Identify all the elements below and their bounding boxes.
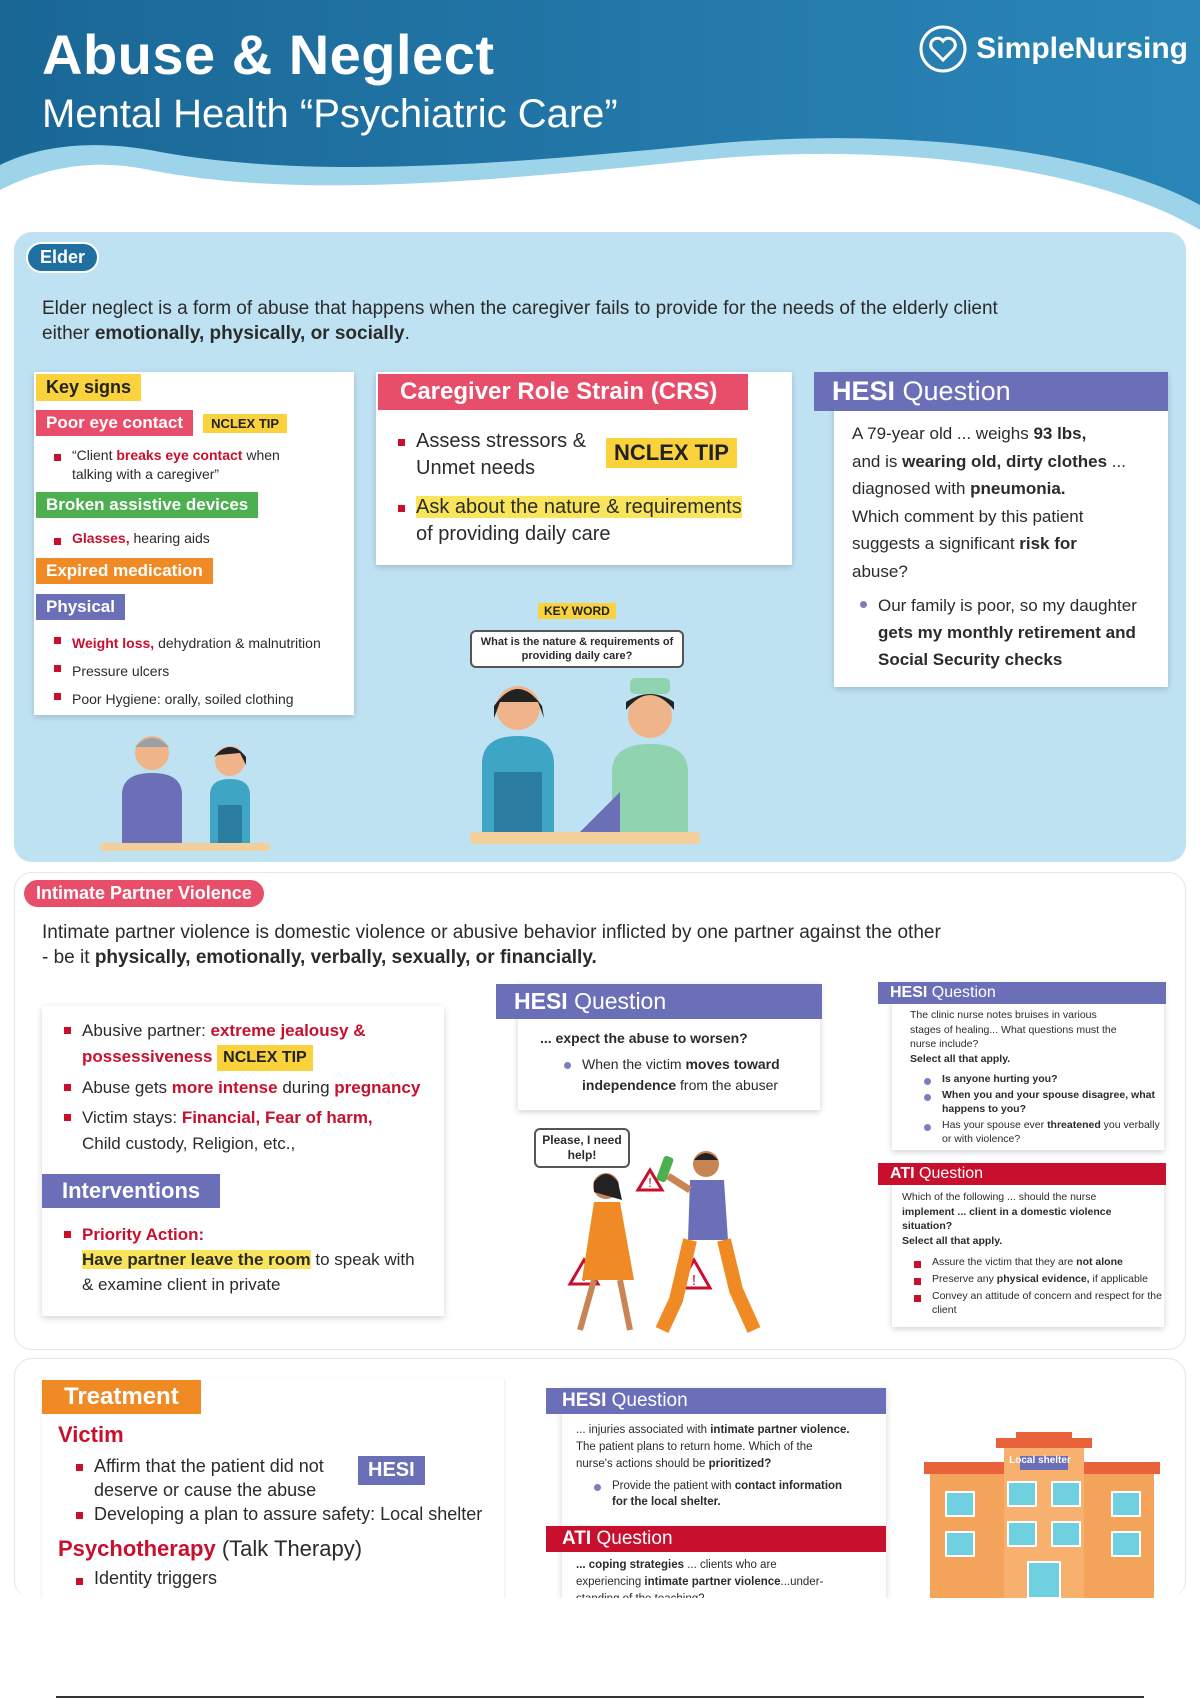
- ati-treatment-title: ATI Question: [546, 1526, 886, 1552]
- eye-contact-list: [50, 446, 340, 484]
- interventions-title: Interventions: [42, 1174, 220, 1208]
- hesi-ipv1-answer: [560, 1054, 820, 1096]
- brand-name: SimpleNursing: [976, 32, 1188, 65]
- crs-item: Assess stressors & Unmet needs: [394, 428, 784, 482]
- hesi-treatment-question: ... injuries associated with intimate partner violence. The patient plans to return home. Which of the nurse's actions should be prioritized?: [576, 1424, 850, 1470]
- poor-eye-row: [36, 410, 287, 436]
- hesi-ipv2-title: HESI Question: [878, 982, 1166, 1004]
- elder-tag: Elder: [26, 242, 99, 273]
- ati-ipv-title: ATI Question: [878, 1163, 1166, 1185]
- expired-medication-tag: Expired medication: [36, 558, 213, 584]
- elder-intro-line1: Elder neglect is a form of abuse that happens when the caregiver fails to provide for the needs of the elderly client: [42, 298, 998, 319]
- ati-ipv-question: Which of the following ... should the nurse implement ... client in a domestic violence situation? Select all that apply.: [902, 1191, 1112, 1247]
- ipv-couple-illustration: [550, 1130, 780, 1340]
- bottom-divider: [56, 1696, 1144, 1698]
- hesi-ipv1-question: ... expect the abuse to worsen?: [540, 1030, 748, 1046]
- hesi-treatment-answer-item: Provide the patient with contact information for the local shelter.: [590, 1478, 880, 1510]
- interventions-list: [60, 1222, 440, 1297]
- caregiver-nurse-illustration: [460, 672, 710, 847]
- hesi-treatment-title: HESI Question: [546, 1388, 886, 1414]
- psychotherapy-heading: Psychotherapy (Talk Therapy): [58, 1536, 363, 1561]
- hesi-ipv2-option: When you and your spouse disagree, what happens to you?: [920, 1088, 1164, 1116]
- victim-item: Developing a plan to assure safety: Local shelter: [72, 1502, 502, 1526]
- page-subtitle: Mental Health “Psychiatric Care”: [42, 92, 618, 136]
- ipv-intro: [42, 920, 1162, 970]
- hesi-elder-answer: [856, 592, 1166, 673]
- hesi-ipv2-option: Has your spouse ever threatened you verbally or with violence?: [920, 1118, 1164, 1146]
- ipv-nclex-tip-badge: NCLEX TIP: [217, 1045, 313, 1071]
- priority-action-item: Priority Action: Have partner leave the room to speak with & examine client in private: [60, 1222, 440, 1297]
- key-signs-content: [36, 374, 141, 401]
- physical-item: Pressure ulcers: [50, 657, 321, 685]
- victim-heading: Victim: [58, 1422, 124, 1447]
- crs-nclex-tip-badge: NCLEX TIP: [606, 438, 737, 468]
- psychotherapy-item: Identity triggers: [72, 1568, 217, 1589]
- elder-caregiver-illustration: [100, 725, 280, 855]
- ipv-speech-bubble: Please, I need help!: [534, 1128, 630, 1168]
- ipv-tag: Intimate Partner Violence: [24, 880, 264, 907]
- ipv-item: Victim stays: Financial, Fear of harm, Child custody, Religion, etc.,: [60, 1105, 440, 1157]
- ati-ipv-option: Assure the victim that they are not alone: [910, 1255, 1164, 1269]
- victim-list: [72, 1454, 502, 1526]
- elder-intro-line2: either emotionally, physically, or socially.: [42, 323, 410, 344]
- ati-ipv-options: [910, 1255, 1164, 1317]
- physical-tag: Physical: [36, 594, 125, 620]
- local-shelter-building: [924, 1428, 1160, 1598]
- key-signs-title: Key signs: [36, 374, 141, 401]
- ipv-intro-line1: Intimate partner violence is domestic violence or abusive behavior inflicted by one partner against the other: [42, 922, 941, 943]
- crs-item: Ask about the nature & requirements of providing daily care: [394, 494, 784, 548]
- heart-logo-icon: [918, 24, 968, 74]
- victim-item: Affirm that the patient did not deserve or cause the abuse: [72, 1454, 502, 1502]
- ati-ipv-option: Preserve any physical evidence, if applicable: [910, 1272, 1164, 1286]
- eye-contact-item: “Client breaks eye contact when talking with a caregiver”: [50, 446, 340, 484]
- crs-speech-bubble: What is the nature & requirements of providing daily care?: [470, 630, 684, 668]
- treatment-title: Treatment: [42, 1380, 201, 1414]
- devices-item: Glasses, hearing aids: [50, 530, 210, 546]
- hesi-ipv1-title: HESI Question: [496, 984, 822, 1019]
- hesi-elder-question: A 79-year old ... weighs 93 lbs, and is wearing old, dirty clothes ... diagnosed with pneumonia. Which comment by this patient suggests a significant risk for abuse?: [852, 424, 1126, 581]
- keyword-badge: KEY WORD: [538, 603, 616, 619]
- broken-devices-tag: Broken assistive devices: [36, 492, 258, 518]
- physical-item: Weight loss, dehydration & malnutrition: [50, 629, 321, 657]
- psychotherapy-list: [72, 1568, 217, 1589]
- ati-treatment-question: ... coping strategies ... clients who are experiencing intimate partner violence...under-: [576, 1559, 824, 1588]
- svg-text:!: !: [648, 1175, 652, 1190]
- ati-ipv-option: Convey an attitude of concern and respect for the client: [910, 1289, 1164, 1317]
- hesi-elder-title: HESI Question: [814, 372, 1168, 411]
- physical-item: Poor Hygiene: orally, soiled clothing: [50, 685, 321, 713]
- svg-text:!: !: [691, 1272, 697, 1289]
- crs-title: Caregiver Role Strain (CRS): [378, 374, 748, 410]
- page-bottom-area: [0, 1598, 1200, 1700]
- ipv-item: Abuse gets more intense during pregnancy: [60, 1075, 440, 1101]
- hesi-treatment-answer: [590, 1478, 880, 1510]
- ipv-list: [60, 1018, 440, 1157]
- hesi-elder-answer-item: Our family is poor, so my daughter gets my monthly retirement and Social Security checks: [856, 592, 1166, 673]
- hesi-ipv2-option: Is anyone hurting you?: [920, 1072, 1164, 1086]
- hesi-ipv2-question: The clinic nurse notes bruises in various stages of healing... What questions must the nurse include? Select all that apply.: [910, 1009, 1117, 1065]
- nclex-tip-badge: NCLEX TIP: [203, 414, 287, 433]
- ipv-intro-line2: - be it physically, emotionally, verbally, sexually, or financially.: [42, 947, 597, 968]
- brand-logo: [918, 24, 1188, 74]
- ipv-item: Abusive partner: extreme jealousy & possessiveness NCLEX TIP: [60, 1018, 440, 1071]
- physical-list: [50, 629, 321, 713]
- hesi-ipv1-answer-item: When the victim moves toward independence from the abuser: [560, 1054, 820, 1096]
- hesi-tag: HESI: [358, 1456, 425, 1485]
- local-shelter-sign: Local shelter: [1009, 1455, 1071, 1466]
- poor-eye-contact-tag: Poor eye contact: [36, 410, 193, 436]
- page-title: Abuse & Neglect: [42, 23, 495, 86]
- elder-intro: [42, 296, 1162, 346]
- hesi-ipv2-options: [920, 1072, 1164, 1146]
- devices-list: [50, 530, 210, 546]
